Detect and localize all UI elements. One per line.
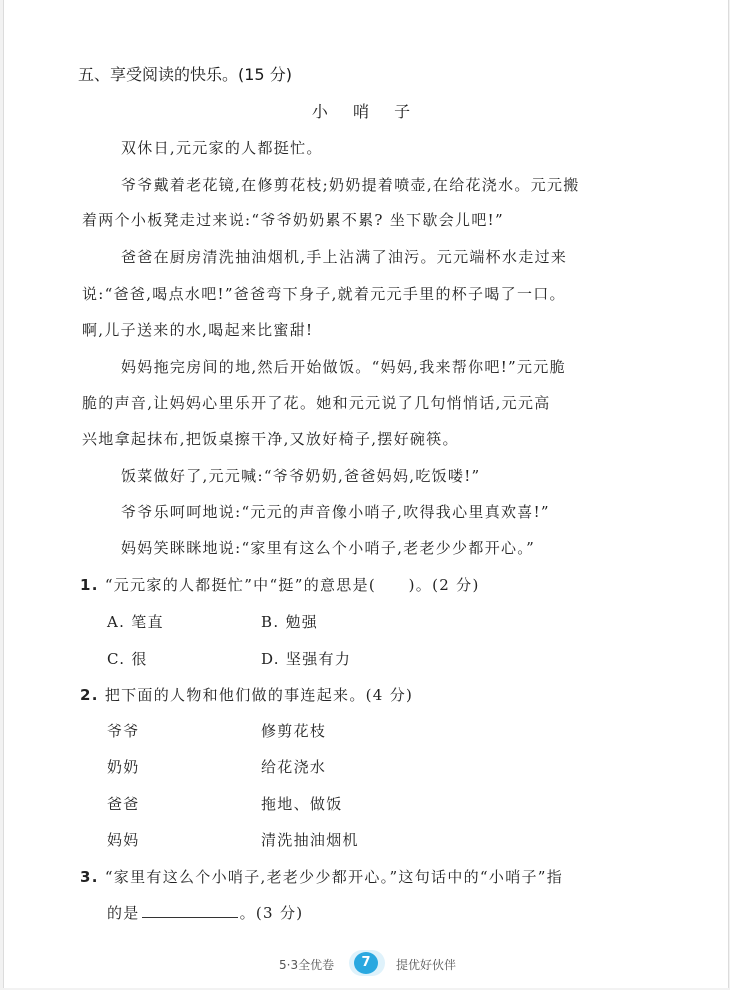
- section-title: 五、享受阅读的快乐。(15 分): [78, 65, 292, 84]
- question-number: 2.: [80, 686, 99, 704]
- story-line: 饭菜做好了,元元喊:“爷爷奶奶,爸爸妈妈,吃饭喽!”: [121, 467, 481, 485]
- story-line: 脆的声音,让妈妈心里乐开了花。她和元元说了几句悄悄话,元元高: [82, 394, 551, 412]
- question-text: “家里有这么个小哨子,老老少少都开心。”这句话中的“小哨子”指: [104, 868, 564, 886]
- exam-page: [3, 0, 729, 988]
- question-text: “元元家的人都挺忙”中“挺”的意思是( )。(2 分): [104, 576, 480, 594]
- person-item[interactable]: 爸爸: [107, 795, 140, 813]
- answer-suffix: 。(3 分): [239, 904, 304, 922]
- option-b[interactable]: B. 勉强: [261, 613, 319, 631]
- option-d[interactable]: D. 坚强有力: [261, 650, 352, 668]
- footer-slogan: 提优好伙伴: [396, 958, 457, 972]
- question-1: [80, 574, 480, 595]
- question-number: 1.: [80, 576, 99, 594]
- question-2: [80, 684, 413, 705]
- option-c[interactable]: C. 很: [107, 650, 148, 668]
- question-3-line-2: [107, 902, 303, 923]
- story-line: 爷爷乐呵呵地说:“元元的声音像小哨子,吹得我心里真欢喜!”: [121, 503, 550, 521]
- task-item[interactable]: 修剪花枝: [261, 722, 327, 740]
- story-line: 双休日,元元家的人都挺忙。: [121, 139, 323, 157]
- story-line: 爸爸在厨房清洗抽油烟机,手上沾满了油污。元元端杯水走过来: [121, 248, 568, 266]
- story-line: 着两个小板凳走过来说:“爷爷奶奶累不累? 坐下歇会儿吧!”: [82, 211, 504, 229]
- question-number: 3.: [80, 868, 99, 886]
- option-a[interactable]: A. 笔直: [107, 613, 164, 631]
- person-item[interactable]: 爷爷: [107, 722, 140, 740]
- person-item[interactable]: 妈妈: [107, 831, 140, 849]
- task-item[interactable]: 给花浇水: [261, 758, 327, 776]
- story-line: 妈妈笑眯眯地说:“家里有这么个小哨子,老老少少都开心。”: [121, 539, 536, 557]
- story-line: 妈妈拖完房间的地,然后开始做饭。“妈妈,我来帮你吧!”元元脆: [121, 358, 566, 376]
- story-line: 说:“爸爸,喝点水吧!”爸爸弯下身子,就着元元手里的杯子喝了一口。: [82, 285, 566, 303]
- question-3: [80, 866, 563, 887]
- person-item[interactable]: 奶奶: [107, 758, 140, 776]
- footer-series-name: 5·3全优卷: [279, 958, 335, 972]
- question-text: 把下面的人物和他们做的事连起来。(4 分): [104, 686, 414, 704]
- answer-prefix: 的是: [107, 904, 140, 922]
- answer-blank[interactable]: [142, 903, 238, 918]
- story-title: 小 哨 子: [311, 102, 421, 121]
- page-footer: [4, 950, 728, 978]
- task-item[interactable]: 拖地、做饭: [261, 795, 343, 813]
- task-item[interactable]: 清洗抽油烟机: [261, 831, 359, 849]
- story-line: 啊,儿子送来的水,喝起来比蜜甜!: [82, 321, 314, 339]
- page-number: 7: [354, 952, 378, 974]
- story-line: 兴地拿起抹布,把饭桌擦干净,又放好椅子,摆好碗筷。: [82, 430, 459, 448]
- story-line: 爷爷戴着老花镜,在修剪花枝;奶奶提着喷壶,在给花浇水。元元搬: [121, 176, 580, 194]
